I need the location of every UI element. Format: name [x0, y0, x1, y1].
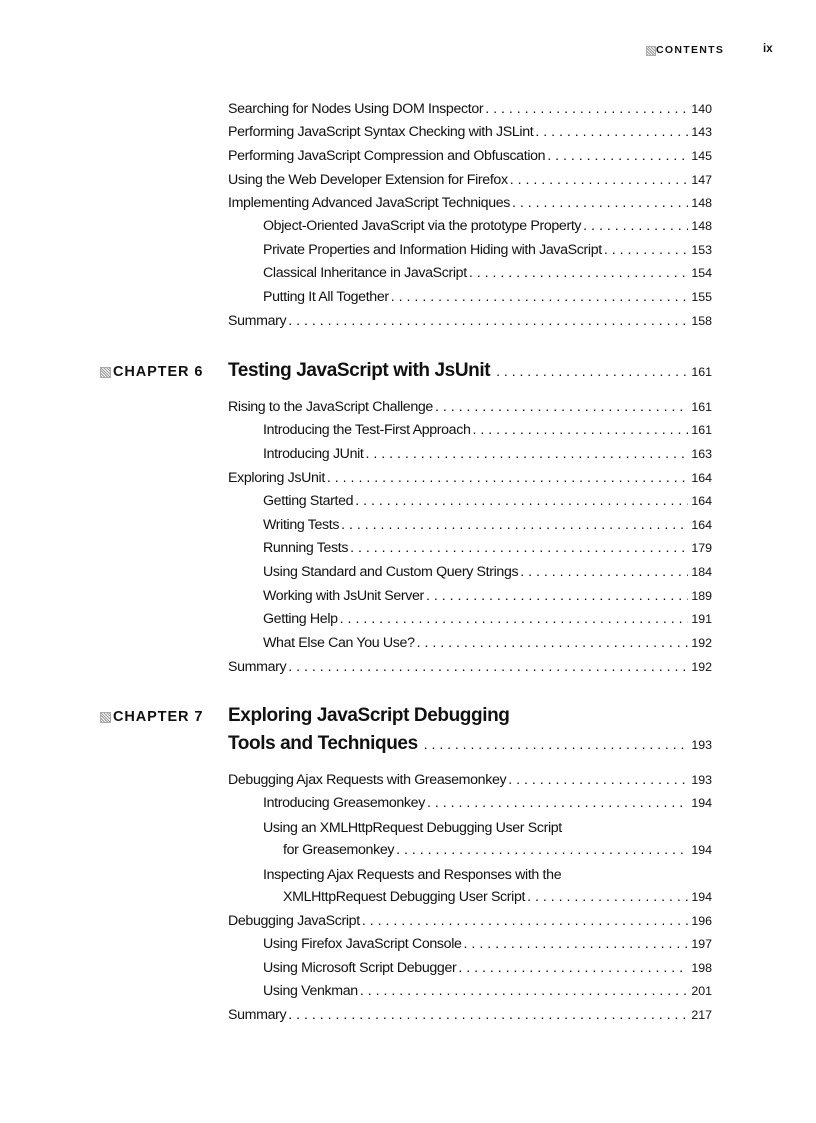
- toc-entry[interactable]: Debugging JavaScript . . . 196: [228, 913, 712, 933]
- toc-subentry[interactable]: Using Firefox JavaScript Console . . . 197: [263, 936, 712, 956]
- toc-subentry[interactable]: Putting It All Together . . . 155: [263, 289, 712, 309]
- page-number: ix: [763, 43, 773, 55]
- toc-entry[interactable]: Performing JavaScript Syntax Checking with JSLint . . . 143: [228, 124, 712, 144]
- dot-leader: [508, 772, 688, 788]
- toc-subentry[interactable]: Getting Help . . . 191: [263, 611, 712, 631]
- section-marker-icon: [646, 46, 656, 56]
- dot-leader: [355, 493, 688, 509]
- dot-leader: [341, 517, 688, 533]
- dot-leader: [464, 936, 689, 952]
- dot-leader: [366, 446, 689, 462]
- toc-subentry[interactable]: Running Tests . . . 179: [263, 540, 712, 560]
- toc-subentry[interactable]: Classical Inheritance in JavaScript . . . 154: [263, 265, 712, 285]
- chapter-marker-icon: [100, 712, 111, 723]
- toc-subentry[interactable]: What Else Can You Use? . . . 192: [263, 635, 712, 655]
- toc-entry[interactable]: Summary . . . 217: [228, 1007, 712, 1027]
- toc-subentry[interactable]: Working with JsUnit Server . . . 189: [263, 588, 712, 608]
- toc-entry[interactable]: Summary . . . 192: [228, 659, 712, 679]
- dot-leader: [288, 1007, 688, 1023]
- dot-leader: [458, 960, 688, 976]
- dot-leader: [424, 736, 689, 752]
- toc-subentry[interactable]: Introducing Greasemonkey . . . 194: [263, 795, 712, 815]
- dot-leader: [435, 399, 688, 415]
- dot-leader: [473, 422, 689, 438]
- chapter-7-label: CHAPTER 7: [100, 709, 203, 725]
- toc-subentry[interactable]: Private Properties and Information Hiding with JavaScript . . . 153: [263, 242, 712, 262]
- toc-subentry[interactable]: XMLHttpRequest Debugging User Script . . . 194: [283, 889, 712, 909]
- dot-leader: [360, 983, 688, 999]
- toc-subentry[interactable]: Using Standard and Custom Query Strings . . . 184: [263, 564, 712, 584]
- dot-leader: [396, 842, 688, 858]
- dot-leader: [362, 913, 689, 929]
- dot-leader: [535, 124, 688, 140]
- toc-subentry[interactable]: Introducing the Test-First Approach . . . 161: [263, 422, 712, 442]
- toc-entry[interactable]: Searching for Nodes Using DOM Inspector . . . 140: [228, 101, 712, 121]
- toc-entry[interactable]: Summary . . . 158: [228, 313, 712, 333]
- toc-subentry[interactable]: Getting Started . . . 164: [263, 493, 712, 513]
- dot-leader: [340, 611, 689, 627]
- toc-entry[interactable]: Debugging Ajax Requests with Greasemonkey . . . 193: [228, 772, 712, 792]
- chapter-marker-icon: [100, 367, 111, 378]
- dot-leader: [327, 470, 688, 486]
- dot-leader: [485, 101, 688, 117]
- dot-leader: [350, 540, 688, 556]
- chapter-7-title-line1[interactable]: Exploring JavaScript Debugging: [228, 705, 510, 726]
- toc-subentry[interactable]: Introducing JUnit . . . 163: [263, 446, 712, 466]
- dot-leader: [512, 195, 688, 211]
- toc-subentry[interactable]: Using Venkman . . . 201: [263, 983, 712, 1003]
- toc-subentry-line1[interactable]: Inspecting Ajax Requests and Responses with the: [263, 867, 562, 883]
- dot-leader: [527, 889, 688, 905]
- dot-leader: [547, 148, 688, 164]
- dot-leader: [417, 635, 689, 651]
- dot-leader: [288, 313, 688, 329]
- toc-entry[interactable]: Using the Web Developer Extension for Firefox . . . 147: [228, 172, 712, 192]
- dot-leader: [288, 659, 688, 675]
- chapter-6-label: CHAPTER 6: [100, 364, 203, 380]
- dot-leader: [469, 265, 689, 281]
- toc-subentry-line1[interactable]: Using an XMLHttpRequest Debugging User Script: [263, 820, 562, 836]
- dot-leader: [583, 218, 688, 234]
- toc-entry[interactable]: Implementing Advanced JavaScript Techniques . . . 148: [228, 195, 712, 215]
- chapter-7-heading[interactable]: Tools and Techniques . . . 193: [228, 733, 712, 755]
- toc-subentry[interactable]: Writing Tests . . . 164: [263, 517, 712, 537]
- running-header: [0, 44, 816, 60]
- dot-leader: [496, 363, 688, 379]
- toc-subentry[interactable]: for Greasemonkey . . . 194: [283, 842, 712, 862]
- toc-entry[interactable]: Exploring JsUnit . . . 164: [228, 470, 712, 490]
- dot-leader: [520, 564, 688, 580]
- dot-leader: [391, 289, 689, 305]
- dot-leader: [604, 242, 688, 258]
- running-header-label: CONTENTS: [656, 44, 725, 56]
- dot-leader: [510, 172, 689, 188]
- toc-entry[interactable]: Rising to the JavaScript Challenge . . . 161: [228, 399, 712, 419]
- dot-leader: [426, 588, 688, 604]
- toc-entry[interactable]: Performing JavaScript Compression and Obfuscation . . . 145: [228, 148, 712, 168]
- dot-leader: [427, 795, 688, 811]
- toc-subentry[interactable]: Object-Oriented JavaScript via the prototype Property . . . 148: [263, 218, 712, 238]
- chapter-6-heading[interactable]: Testing JavaScript with JsUnit . . . 161: [228, 360, 712, 382]
- toc-subentry[interactable]: Using Microsoft Script Debugger . . . 198: [263, 960, 712, 980]
